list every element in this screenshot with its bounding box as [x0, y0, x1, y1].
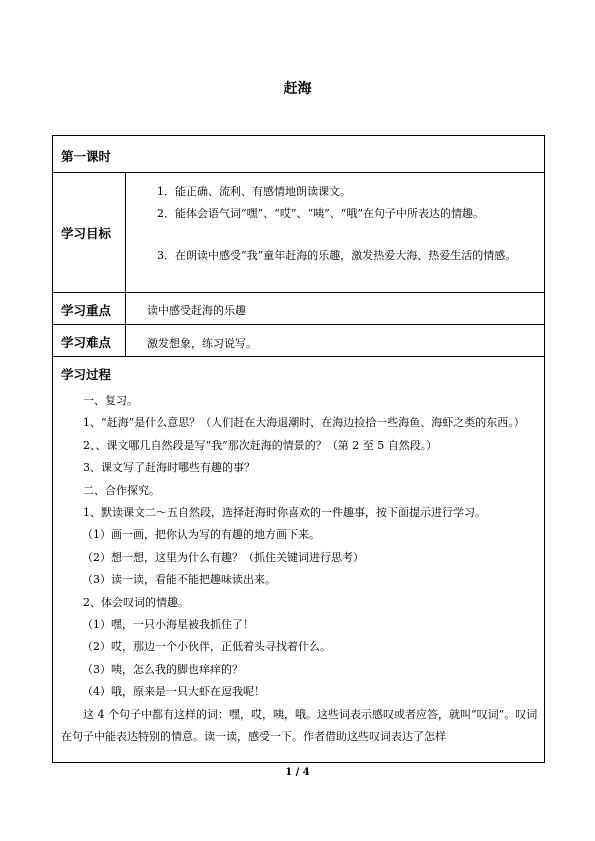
column-divider — [125, 293, 126, 325]
difficulty-label: 学习难点 — [61, 335, 112, 350]
process-line: （2）哎，那边一个小伙伴，正低着头寻找着什么。 — [82, 640, 331, 654]
objective-item: 1．能正确、流利、有感情地朗读课文。 — [157, 185, 351, 198]
lesson-table — [52, 135, 545, 763]
process-line: （3）读一读，看能不能把趣味读出来。 — [82, 573, 276, 587]
process-line: 2、、课文哪几自然段是写“我”那次赶海的情景的？（第 2 至 5 自然段。） — [83, 438, 438, 452]
objectives-row — [53, 173, 544, 293]
process-line: 3、课文写了赶海时哪些有趣的事？ — [83, 461, 255, 475]
process-line: （4）哦，原来是一只大虾在逗我呢！ — [82, 685, 265, 699]
key-point-row — [53, 293, 544, 325]
difficulty-row — [53, 325, 544, 357]
difficulty-text: 激发想象，练习说写。 — [147, 337, 257, 350]
process-line: 二、合作探究。 — [83, 483, 160, 497]
process-line: 2、体会叹词的情趣。 — [83, 595, 189, 609]
section-header: 第一课时 — [61, 149, 112, 164]
document-title: 赶海 — [283, 81, 312, 97]
process-line: 一、复习。 — [83, 394, 138, 407]
section-header-row — [53, 136, 544, 173]
page-indicator: 1 / 4 — [285, 767, 310, 778]
objective-item: 3．在朗读中感受“我”童年赶海的乐趣，激发热爱大海、热爱生活的情感。 — [157, 249, 517, 262]
process-line: 1、“赶海”是什么意思？（人们赶在大海退潮时，在海边捡拾一些海鱼、海虾之类的东西。） — [83, 416, 525, 430]
column-divider — [125, 325, 126, 357]
process-row — [53, 357, 544, 762]
process-line: （1）嘿，一只小海星被我抓住了！ — [82, 618, 254, 632]
process-label: 学习过程 — [61, 367, 112, 382]
process-line: （1）画一画，把你认为写的有趣的地方画下来。 — [82, 528, 320, 542]
key-point-label: 学习重点 — [61, 303, 112, 318]
process-line: （2）想一想，这里为什么有趣？（抓住关键词进行思考） — [82, 550, 364, 564]
process-content — [61, 390, 541, 749]
key-point-text: 读中感受赶海的乐趣 — [147, 304, 246, 317]
process-line: （3）咦，怎么我的脚也痒痒的？ — [82, 662, 243, 676]
objective-item: 2．能体会语气词“嘿”、“哎”、“咦”、“哦”在句子中所表达的情趣。 — [157, 207, 484, 220]
process-line: 1、默读课文二～五自然段，选择赶海时你喜欢的一件趣事，按下面提示进行学习。 — [83, 506, 486, 520]
process-line: 这 4 个句子中都有这样的词：嘿，哎，咦，哦。这些词表示感叹或者应答，就叫“叹词”。叹词在句子中能表达特别的情意。读一读，感受一下。作者借助这些叹词表达了怎样 — [61, 707, 538, 744]
column-divider — [125, 173, 126, 293]
objectives-label: 学习目标 — [61, 226, 112, 241]
